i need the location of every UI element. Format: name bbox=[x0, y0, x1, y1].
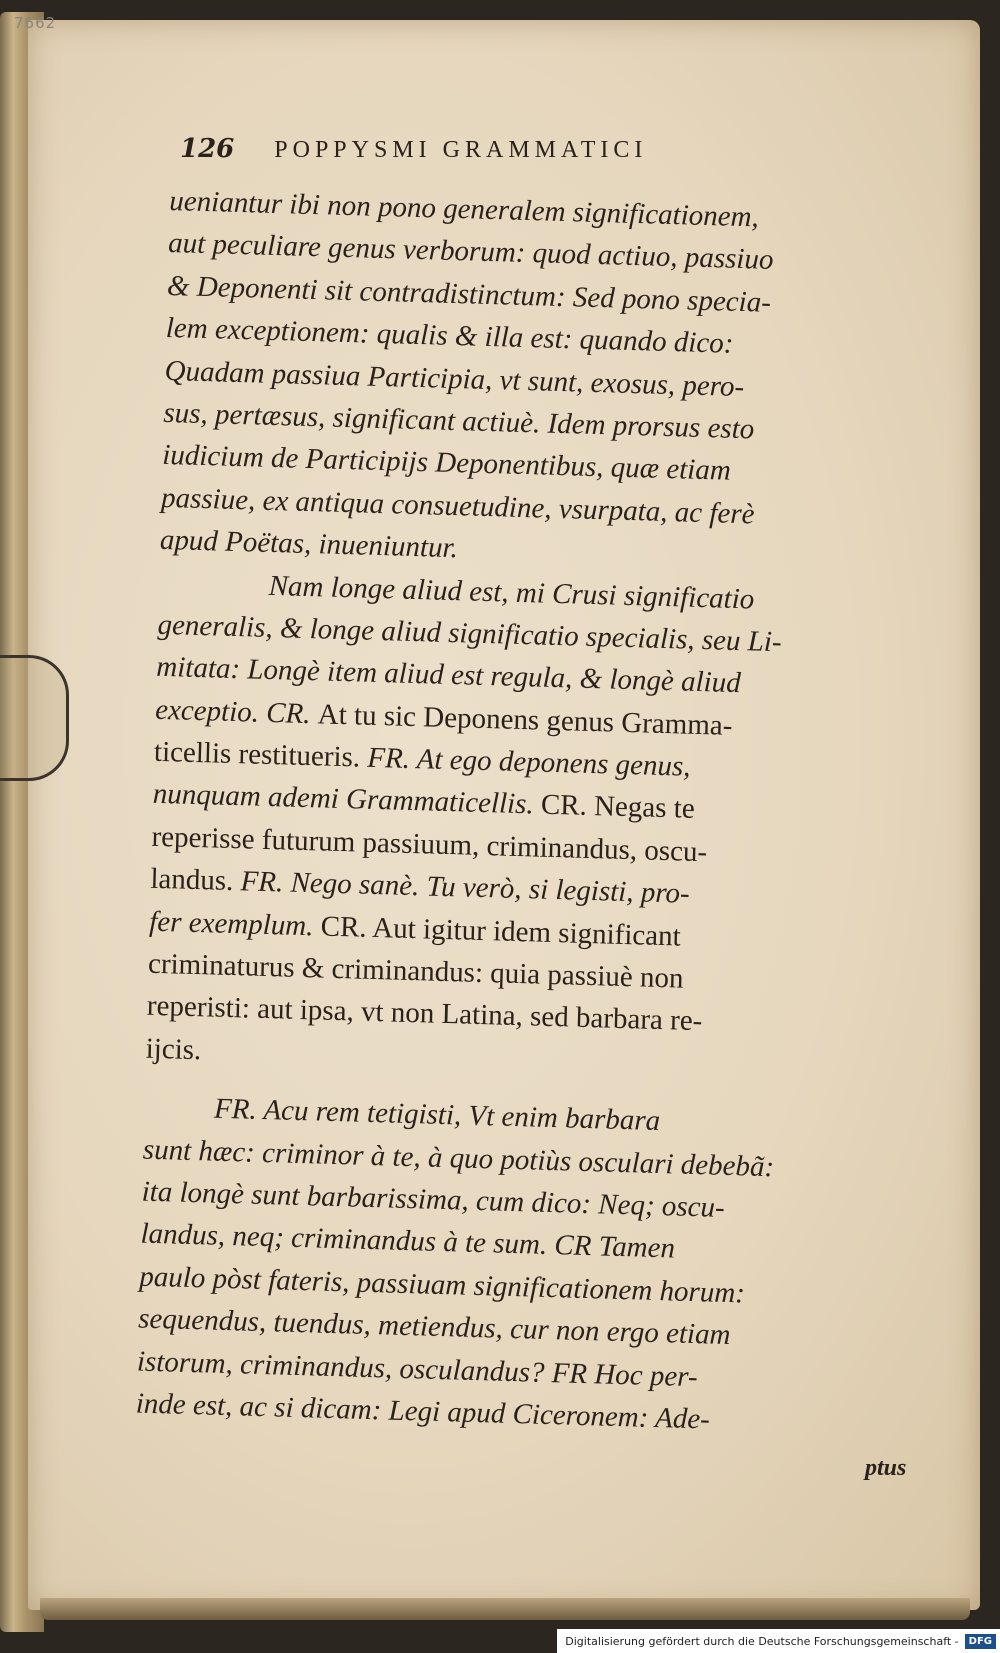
text-line: criminaturus & criminandus: quia passiuè non bbox=[147, 947, 684, 995]
text-line: inde est, ac si dicam: Legi apud Ciceronem: Ade- bbox=[135, 1387, 711, 1436]
text-line: reperisti: aut ipsa, vt non Latina, sed barbara re- bbox=[146, 990, 703, 1038]
text-line: & Deponenti sit contradistinctum: Sed pono specia- bbox=[166, 269, 772, 319]
text-line: aut peculiare genus verborum: quod actiuo, passiuo bbox=[167, 227, 774, 277]
text-line: generalis, & longe aliud significatio specialis, seu Li- bbox=[157, 608, 783, 659]
page-header bbox=[180, 134, 860, 164]
text-line: sunt hæc: criminor à te, à quo potiùs osculari debebã: bbox=[142, 1133, 775, 1183]
text-line: mitata: Longè item aliud est regula, & longè aliud bbox=[155, 651, 742, 700]
text-segment: exceptio. CR. bbox=[154, 693, 319, 731]
dfg-logo: DFG bbox=[965, 1634, 996, 1649]
text-line: ita longè sunt barbarissima, cum dico: Neq; oscu- bbox=[141, 1175, 726, 1224]
page-bottom-edge bbox=[40, 1598, 970, 1620]
text-line: Nam longe aliud est, mi Crusi significatio bbox=[268, 569, 755, 615]
text-segment: ticellis restitueris. bbox=[153, 735, 361, 774]
text-line: iudicium de Participijs Deponentibus, quæ etiam bbox=[161, 439, 732, 488]
text-line: apud Poëtas, inueniuntur. bbox=[159, 523, 459, 565]
text-line: sus, pertæsus, significant actiuè. Idem prorsus esto bbox=[163, 396, 755, 446]
text-line: ijcis. bbox=[145, 1032, 202, 1067]
text-line: Quadam passiua Participia, vt sunt, exosus, pero- bbox=[164, 354, 745, 403]
body-text bbox=[135, 180, 929, 1446]
shelfmark: 7662 bbox=[14, 14, 57, 32]
text-segment: FR. Nego sanè. Tu verò, si legisti, pro- bbox=[232, 865, 691, 911]
text-segment: CR. Aut igitur idem significant bbox=[320, 910, 682, 953]
text-segment: landus. bbox=[150, 862, 234, 898]
text-line: landus, neq; criminandus à te sum. CR Tamen bbox=[140, 1217, 676, 1265]
text-segment: nunquam ademi Grammaticellis. bbox=[152, 778, 542, 822]
book-clasp bbox=[0, 655, 69, 781]
text-segment: CR. Negas te bbox=[540, 789, 696, 826]
text-line: ueniantur ibi non pono generalem significationem, bbox=[168, 184, 760, 234]
text-line: sequendus, tuendus, metiendus, cur non ergo etiam bbox=[137, 1302, 731, 1352]
text-line: reperisse futurum passiuum, criminandus, oscu- bbox=[151, 820, 708, 869]
text-line: FR. Acu rem tetigisti, Vt enim barbara bbox=[213, 1092, 661, 1138]
footer-credit: Digitalisierung gefördert durch die Deutsche Forschungsgemeinschaft - bbox=[565, 1634, 959, 1648]
text-line: lem exceptionem: qualis & illa est: quando dico: bbox=[165, 312, 734, 360]
text-line: paulo pòst fateris, passiuam significationem horum: bbox=[138, 1260, 746, 1310]
text-line: passiue, ex antiqua consuetudine, vsurpata, ac ferè bbox=[160, 481, 755, 531]
digitization-footer bbox=[557, 1629, 1000, 1653]
catchword: ptus bbox=[865, 1455, 907, 1481]
running-head: POPPYSMI GRAMMATICI bbox=[274, 137, 648, 163]
page-number: 126 bbox=[180, 134, 235, 164]
text-segment: fer exemplum. bbox=[148, 905, 322, 943]
text-segment: At tu sic Deponens genus Gramma- bbox=[317, 698, 733, 742]
text-segment: FR. At ego deponens genus, bbox=[359, 741, 691, 783]
text-line: istorum, criminandus, osculandus? FR Hoc per- bbox=[136, 1345, 699, 1393]
